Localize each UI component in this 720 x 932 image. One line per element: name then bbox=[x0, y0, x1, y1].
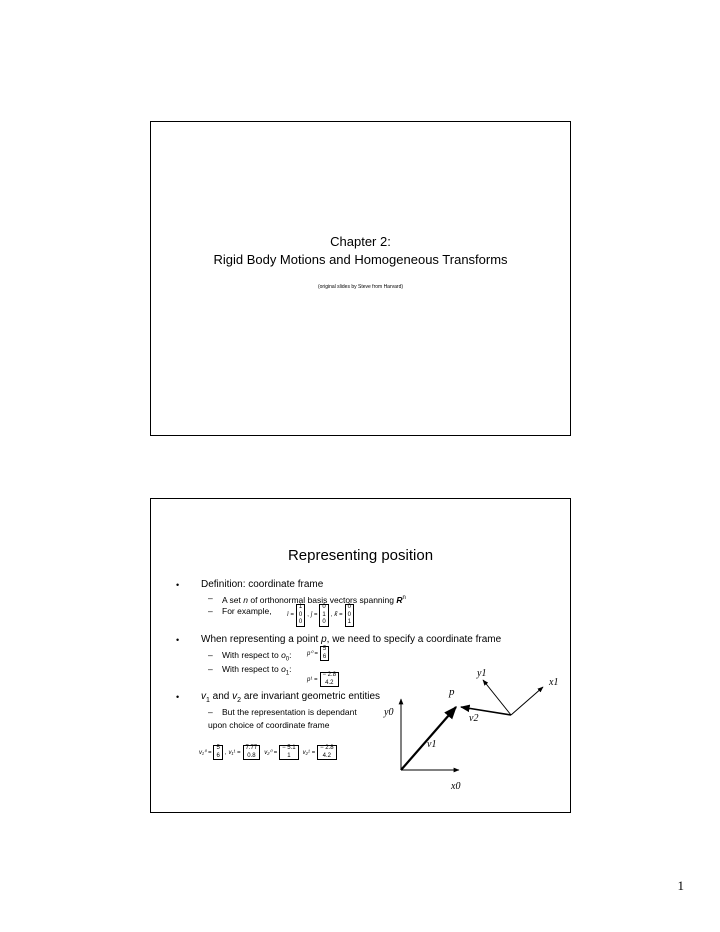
matrix-entry: − 2.8 bbox=[320, 745, 334, 751]
matrix-entry: 5 bbox=[322, 646, 327, 652]
matrix-entry: 4.2 bbox=[325, 679, 334, 686]
dash-marker: – bbox=[208, 593, 213, 603]
unit-k-label: k̂ = bbox=[334, 612, 343, 619]
text-fragment: When representing a point bbox=[201, 634, 322, 645]
bullet-marker: • bbox=[176, 692, 180, 702]
matrix-entry: 0 bbox=[298, 619, 303, 625]
text-fragment: o bbox=[281, 664, 286, 674]
text-fragment: are invariant geometric entities bbox=[241, 691, 381, 702]
y1-axis bbox=[483, 680, 511, 715]
text-fragment: of orthonormal basis vectors spanning bbox=[248, 594, 397, 605]
unit-i-label: î = bbox=[287, 612, 294, 619]
v21-label: v₂¹ = bbox=[302, 749, 316, 756]
text-fragment: : bbox=[289, 664, 292, 674]
p0-label: p⁰ = bbox=[307, 651, 318, 657]
slide-1-title-line-2: Rigid Body Motions and Homogeneous Transforms bbox=[213, 252, 508, 267]
v10-label: v₁⁰ = bbox=[199, 750, 212, 756]
coordinate-frames-figure bbox=[381, 659, 571, 809]
p1-matrix bbox=[320, 672, 340, 687]
matrix-entry: 4.2 bbox=[322, 752, 332, 759]
slide-2 bbox=[150, 498, 571, 813]
vector-i bbox=[296, 604, 305, 627]
text-fragment: A set bbox=[222, 594, 244, 605]
sub-representation-dependant: But the representation is dependant bbox=[222, 707, 357, 717]
p0-vector bbox=[307, 646, 329, 661]
matrix-entry: 0 bbox=[347, 611, 351, 618]
slide-1-title-line-1: Chapter 2: bbox=[330, 234, 391, 249]
matrix-entry: − 5.1 bbox=[282, 745, 296, 751]
slide-2-title: Representing position bbox=[287, 547, 434, 564]
v20-matrix bbox=[279, 745, 299, 760]
label-p: p bbox=[449, 686, 455, 698]
text-fragment: 1 bbox=[206, 697, 210, 704]
text-fragment: and bbox=[209, 691, 233, 702]
label-v2: v2 bbox=[469, 713, 479, 724]
text-fragment: v bbox=[201, 691, 206, 702]
sub-representation-continued: upon choice of coordinate frame bbox=[208, 720, 330, 730]
matrix-entry: 1 bbox=[298, 604, 303, 610]
dash-marker: – bbox=[208, 650, 213, 660]
label-x0: x0 bbox=[451, 781, 461, 792]
bullet-invariant-entities bbox=[201, 691, 380, 707]
p1-label: p¹ = bbox=[307, 676, 318, 683]
text-fragment: v bbox=[232, 691, 238, 702]
matrix-entry: 1 bbox=[322, 611, 326, 618]
text-fragment: p bbox=[321, 634, 327, 645]
matrix-entry: 1 bbox=[287, 752, 291, 759]
unit-vectors-example: î = 1 0 0 , ĵ = 0 1 0 , k̂ = 0 0 1 bbox=[287, 604, 354, 627]
matrix-entry: 7.77 bbox=[245, 745, 258, 751]
matrix-entry: 0 bbox=[298, 611, 303, 618]
text-fragment: 1 bbox=[285, 670, 290, 677]
v11-matrix bbox=[243, 745, 261, 760]
v11-label: v₁¹ = bbox=[228, 749, 241, 756]
slide-1-note: (original slides by Steve from Harvard) bbox=[317, 284, 404, 290]
vector-j bbox=[319, 604, 328, 627]
vector-k bbox=[345, 604, 354, 627]
label-x1: x1 bbox=[549, 677, 559, 688]
v-vectors-row: v₁⁰ = 5 6 , v₁¹ = 7.77 0.8 v₂⁰ = − 5.1 1 v₂¹ = − 2.8 4.2 bbox=[199, 745, 337, 760]
matrix-entry: 6 bbox=[216, 752, 220, 759]
label-y0: y0 bbox=[384, 707, 394, 718]
dash-marker: – bbox=[208, 606, 213, 616]
text-fragment: , we need to specify a coordinate frame bbox=[326, 634, 502, 645]
label-y1: y1 bbox=[477, 668, 487, 679]
text-fragment: o bbox=[281, 650, 286, 660]
matrix-entry: 0 bbox=[322, 619, 326, 625]
matrix-entry: 0.8 bbox=[247, 752, 256, 759]
text-fragment: With respect to bbox=[222, 650, 282, 660]
bullet-definition: Definition: coordinate frame bbox=[201, 579, 324, 590]
text-fragment: R bbox=[396, 594, 403, 605]
unit-j-label: ĵ = bbox=[310, 612, 318, 619]
bullet-marker: • bbox=[176, 635, 180, 645]
v10-matrix bbox=[213, 745, 222, 760]
v20-label: v₂⁰ = bbox=[264, 750, 278, 756]
matrix-entry: 1 bbox=[347, 619, 351, 625]
text-fragment: : bbox=[289, 650, 292, 660]
bullet-representing-point bbox=[201, 634, 501, 646]
text-fragment: 0 bbox=[285, 656, 290, 663]
p1-vector bbox=[307, 672, 339, 687]
p0-matrix bbox=[320, 646, 329, 661]
sub-for-example: For example, bbox=[222, 606, 272, 616]
text-fragment: n bbox=[402, 595, 406, 601]
matrix-entry: 6 bbox=[322, 653, 327, 660]
text-fragment: 2 bbox=[237, 697, 242, 704]
matrix-entry: 5 bbox=[216, 745, 220, 751]
bullet-marker: • bbox=[176, 580, 180, 590]
matrix-entry: 0 bbox=[347, 604, 351, 610]
sub-respect-o1 bbox=[222, 664, 292, 680]
dash-marker: – bbox=[208, 707, 213, 717]
dash-marker: – bbox=[208, 664, 213, 674]
v21-matrix bbox=[317, 745, 337, 760]
label-v1: v1 bbox=[427, 739, 437, 750]
matrix-entry: − 2.8 bbox=[322, 672, 337, 678]
text-fragment: With respect to bbox=[222, 664, 282, 674]
x1-axis bbox=[511, 687, 543, 715]
slide-1 bbox=[150, 121, 571, 436]
page-number: 1 bbox=[677, 878, 684, 893]
text-fragment: n bbox=[243, 594, 248, 605]
matrix-entry: 0 bbox=[322, 604, 326, 610]
